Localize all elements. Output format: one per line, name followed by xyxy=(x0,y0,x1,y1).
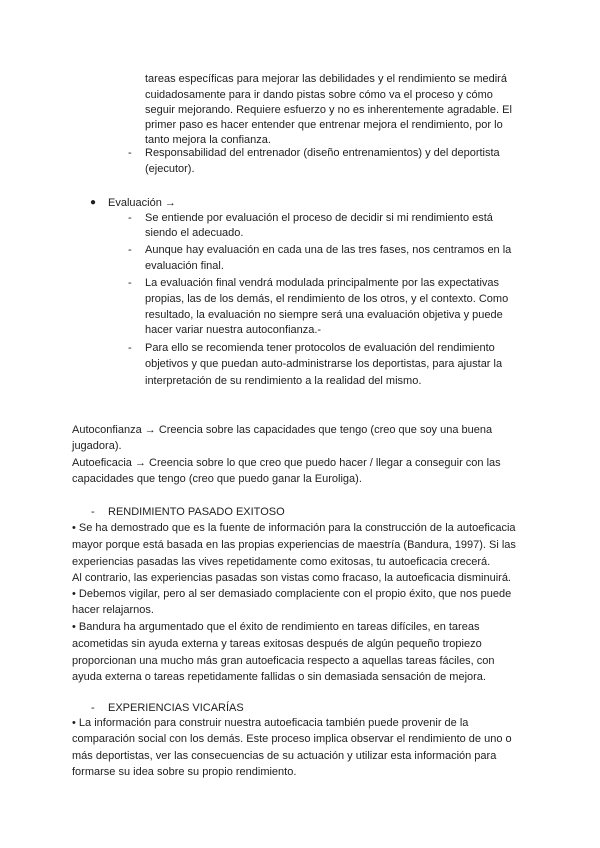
evaluacion-item-line: Se entiende por evaluación el proceso de decidir si mi rendimiento está xyxy=(145,212,493,224)
evaluacion-item-line: Aunque hay evaluación en cada una de las tres fases, nos centramos en la xyxy=(145,244,512,256)
bullet-icon: ● xyxy=(90,197,97,208)
evaluacion-item-line: Para ello se recomienda tener protocolos de evaluación del rendimiento xyxy=(145,342,495,354)
rendimiento-line: ayuda externa o tareas repetidamente fallidas o sin demasiada sensación de mejora. xyxy=(72,671,486,683)
dash-marker: - xyxy=(128,147,132,159)
rendimiento-line: experiencias pasadas las vives repetidamente como exitosas, tu autoeficacia crecerá. xyxy=(72,556,491,568)
dash-marker: - xyxy=(128,244,132,256)
autoeficacia-definition: capacidades que tengo (creo que puedo ganar la Euroliga). xyxy=(72,473,362,485)
vicarias-line: • La información para construir nuestra autoeficacia también puede provenir de la xyxy=(72,717,469,729)
dash-marker: - xyxy=(91,506,95,518)
evaluacion-item-line: objetivos y que puedan auto-administrarse los deportistas, para ajustar la xyxy=(145,358,503,370)
autoconfianza-definition: jugadora). xyxy=(72,440,122,452)
dash-marker: - xyxy=(128,342,132,354)
dash-item-line: Responsabilidad del entrenador (diseño entrenamientos) y del deportista xyxy=(145,147,500,159)
evaluacion-item-line: La evaluación final vendrá modulada principalmente por las expectativas xyxy=(145,277,500,289)
dash-marker: - xyxy=(91,702,95,714)
evaluacion-item-line: resultado, la evaluación no siempre será una evaluación objetiva y puede xyxy=(145,309,503,321)
evaluacion-item-line: evaluación final. xyxy=(145,260,224,272)
evaluacion-item-line: propias, las de los demás, el rendimiento de los otros, y el contexto. Como xyxy=(145,293,509,305)
vicarias-line: formarse su idea sobre su propio rendimiento. xyxy=(72,766,297,778)
dash-item-line: (ejecutor). xyxy=(145,163,195,175)
dash-marker: - xyxy=(128,277,132,289)
paragraph-line: cuidadosamente para ir dando pistas sobre cómo va el proceso y cómo xyxy=(145,89,493,101)
rendimiento-line: hacer relajarnos. xyxy=(72,604,154,616)
rendimiento-line: • Se ha demostrado que es la fuente de información para la construcción de la autoeficacia xyxy=(72,522,516,534)
rendimiento-line: • Bandura ha argumentado que el éxito de rendimiento en tareas difíciles, en tareas xyxy=(72,621,480,633)
rendimiento-line: Al contrario, las experiencias pasadas son vistas como fracaso, la autoeficacia disminuirá. xyxy=(72,572,511,584)
vicarias-line: más deportistas, ver las consecuencias de su actuación y utilizar esta información para xyxy=(72,750,497,762)
paragraph-line: seguir mejorando. Requiere esfuerzo y no es inherentemente agradable. El xyxy=(145,104,512,116)
rendimiento-line: acometidas sin ayuda externa y tareas exitosas después de algún pequeño tropiezo xyxy=(72,638,482,650)
vicarias-line: comparación social con los demás. Este proceso implica observar el rendimiento de uno o xyxy=(72,733,512,745)
dash-marker: - xyxy=(128,212,132,224)
rendimiento-line: proporcionan una mucho más gran autoeficacia respecto a aquellas tareas fáciles, con xyxy=(72,655,495,667)
rendimiento-line: mayor porque está basada en las propias experiencias de maestría (Bandura, 1997). Si las xyxy=(72,539,516,551)
autoeficacia-definition: Autoeficacia → Creencia sobre lo que creo que puedo hacer / llegar a conseguir con las xyxy=(72,457,501,469)
evaluacion-item-line: siendo el adecuado. xyxy=(145,227,244,239)
paragraph-line: primer paso es hacer entender que entrenar mejora el rendimiento, por lo xyxy=(145,119,503,131)
vicarias-heading: EXPERIENCIAS VICARÍAS xyxy=(108,702,244,714)
autoconfianza-definition: Autoconfianza → Creencia sobre las capacidades que tengo (creo que soy una buena xyxy=(72,424,493,436)
paragraph-line: tareas específicas para mejorar las debilidades y el rendimiento se medirá xyxy=(145,73,507,85)
rendimiento-heading: RENDIMIENTO PASADO EXITOSO xyxy=(108,506,285,518)
rendimiento-line: • Debemos vigilar, pero al ser demasiado complaciente con el propio éxito, que nos puede xyxy=(72,588,512,600)
evaluacion-item-line: interpretación de su rendimiento a la realidad del mismo. xyxy=(145,375,422,387)
paragraph-line: tanto mejora la confianza. xyxy=(145,134,271,146)
evaluacion-heading: Evaluación → xyxy=(108,197,176,209)
evaluacion-item-line: hacer variar nuestra autoconfianza.- xyxy=(145,324,322,336)
